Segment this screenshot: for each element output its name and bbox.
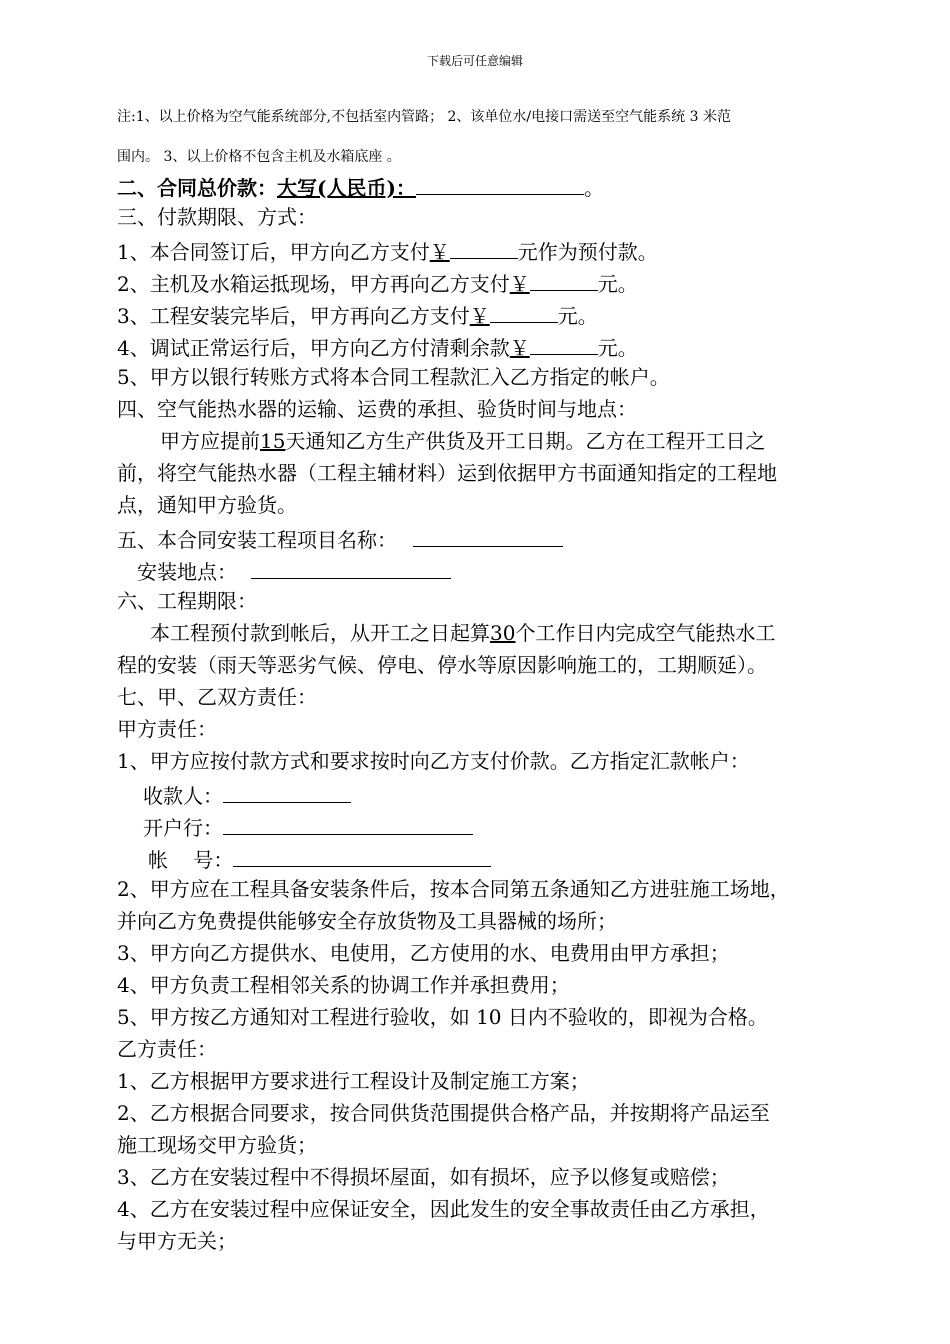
payment-item-3-text: 3、工程安装完毕后，甲方再向乙方支付 [117,304,470,328]
schedule-text-a: 本工程预付款到帐后，从开工之日起算 [150,621,490,645]
total-price-heading: 二、合同总价款： [117,176,277,200]
party-b-duty-4-line-1: 4、乙方在安装过程中应保证安全，因此发生的安全事故责任由乙方承担， [117,1197,770,1221]
party-b-heading: 乙方责任： [117,1037,217,1061]
party-b-duty-1: 1、乙方根据甲方要求进行工程设计及制定施工方案； [117,1069,590,1093]
account-label: 帐 号： [148,848,234,872]
payment-title: 三、付款期限、方式： [117,205,317,229]
schedule-para-line-1 [150,620,775,646]
payment-item-2-suffix: 元。 [597,272,638,296]
page-header: 下载后可任意编辑 [426,54,523,68]
transport-para-line-1 [160,428,765,454]
payment-item-1-suffix: 元作为预付款。 [517,240,658,264]
yen-symbol: ￥ [469,304,490,328]
total-price-blank [416,172,584,195]
schedule-title: 六、工程期限： [117,589,257,613]
project-name-label: 五、本合同安装工程项目名称： [117,528,397,552]
bank-label: 开户行： [143,816,223,840]
transport-text-b: 天通知乙方生产供货及开工日期。乙方在工程开工日之 [285,429,766,453]
party-a-duty-2-line-2: 并向乙方免费提供能够安全存放货物及工具器械的场所； [117,909,617,933]
payment-item-2-text: 2、主机及水箱运抵现场，甲方再向乙方支付 [117,272,510,296]
party-a-heading: 甲方责任： [117,717,217,741]
party-b-duty-2-line-1: 2、乙方根据合同要求，按合同供货范围提供合格产品，并按期将产品运至 [117,1101,770,1125]
bank-blank [223,812,473,835]
payment-item-3-suffix: 元。 [557,304,598,328]
party-a-duty-5: 5、甲方按乙方通知对工程进行验收，如 10 日内不验收的，即视为合格。 [117,1005,768,1029]
party-b-duty-2-line-2: 施工现场交甲方验货； [117,1133,317,1157]
payment-item-5: 5、甲方以银行转账方式将本合同工程款汇入乙方指定的帐户。 [117,365,670,389]
transport-para-line-3: 点，通知甲方验货。 [117,493,297,517]
payment-blank-4 [530,332,598,355]
payment-item-2 [117,268,638,297]
party-a-duty-2-line-1: 2、甲方应在工程具备安装条件后，按本合同第五条通知乙方进驻施工场地， [117,877,790,901]
party-b-duty-3: 3、乙方在安装过程中不得损坏屋面，如有损坏，应予以修复或赔偿； [117,1165,730,1189]
total-price-label: 大写(人民币)： [277,176,416,200]
install-location-blank [251,556,451,579]
transport-title: 四、空气能热水器的运输、运费的承担、验货时间与地点： [117,397,637,421]
transport-text-a: 甲方应提前 [160,429,260,453]
price-note-line-1: 注:1、以上价格为空气能系统部分,不包括室内管路； 2、该单位水/电接口需送至空气能系统 3 米范 [117,109,731,125]
payee-line [143,780,351,809]
payment-blank-2 [530,268,598,291]
yen-symbol: ￥ [509,336,530,360]
notice-days: 15 [260,429,286,453]
payment-blank-3 [490,300,558,323]
payment-item-4-suffix: 元。 [597,336,638,360]
party-a-duty-4: 4、甲方负责工程相邻关系的协调工作并承担费用； [117,973,570,997]
project-name-line [117,524,563,553]
account-blank [233,844,491,867]
schedule-para-line-2: 程的安装（雨天等恶劣气候、停电、停水等原因影响施工的，工期顺延）。 [117,653,767,677]
party-a-duty-3: 3、甲方向乙方提供水、电使用，乙方使用的水、电费用由甲方承担； [117,941,730,965]
work-days: 30 [490,621,516,645]
account-line [148,844,491,873]
transport-para-line-2: 前，将空气能热水器（工程主辅材料）运到依据甲方书面通知指定的工程地 [117,461,777,485]
install-location-line [137,556,451,585]
total-price-line [117,172,604,201]
payee-label: 收款人： [143,784,223,808]
payment-item-4 [117,332,638,361]
payment-item-3 [117,300,598,329]
payee-blank [223,780,351,803]
party-b-duty-4-line-2: 与甲方无关； [117,1229,237,1253]
payment-item-1-text: 1、本合同签订后，甲方向乙方支付 [117,240,430,264]
payment-item-1 [117,236,658,265]
payment-item-4-text: 4、调试正常运行后，甲方向乙方付清剩余款 [117,336,510,360]
schedule-text-b: 个工作日内完成空气能热水工 [515,621,776,645]
bank-line [143,812,473,841]
yen-symbol: ￥ [509,272,530,296]
party-a-duty-1: 1、甲方应按付款方式和要求按时向乙方支付价款。乙方指定汇款帐户： [117,749,750,773]
duties-title: 七、甲、乙双方责任： [117,685,317,709]
price-note-line-2: 围内。 3、以上价格不包含主机及水箱底座 。 [117,149,401,165]
project-name-blank [413,524,563,547]
total-price-suffix: 。 [583,176,604,200]
yen-symbol: ￥ [429,240,450,264]
payment-blank-1 [450,236,518,259]
install-location-label: 安装地点： [137,560,237,584]
